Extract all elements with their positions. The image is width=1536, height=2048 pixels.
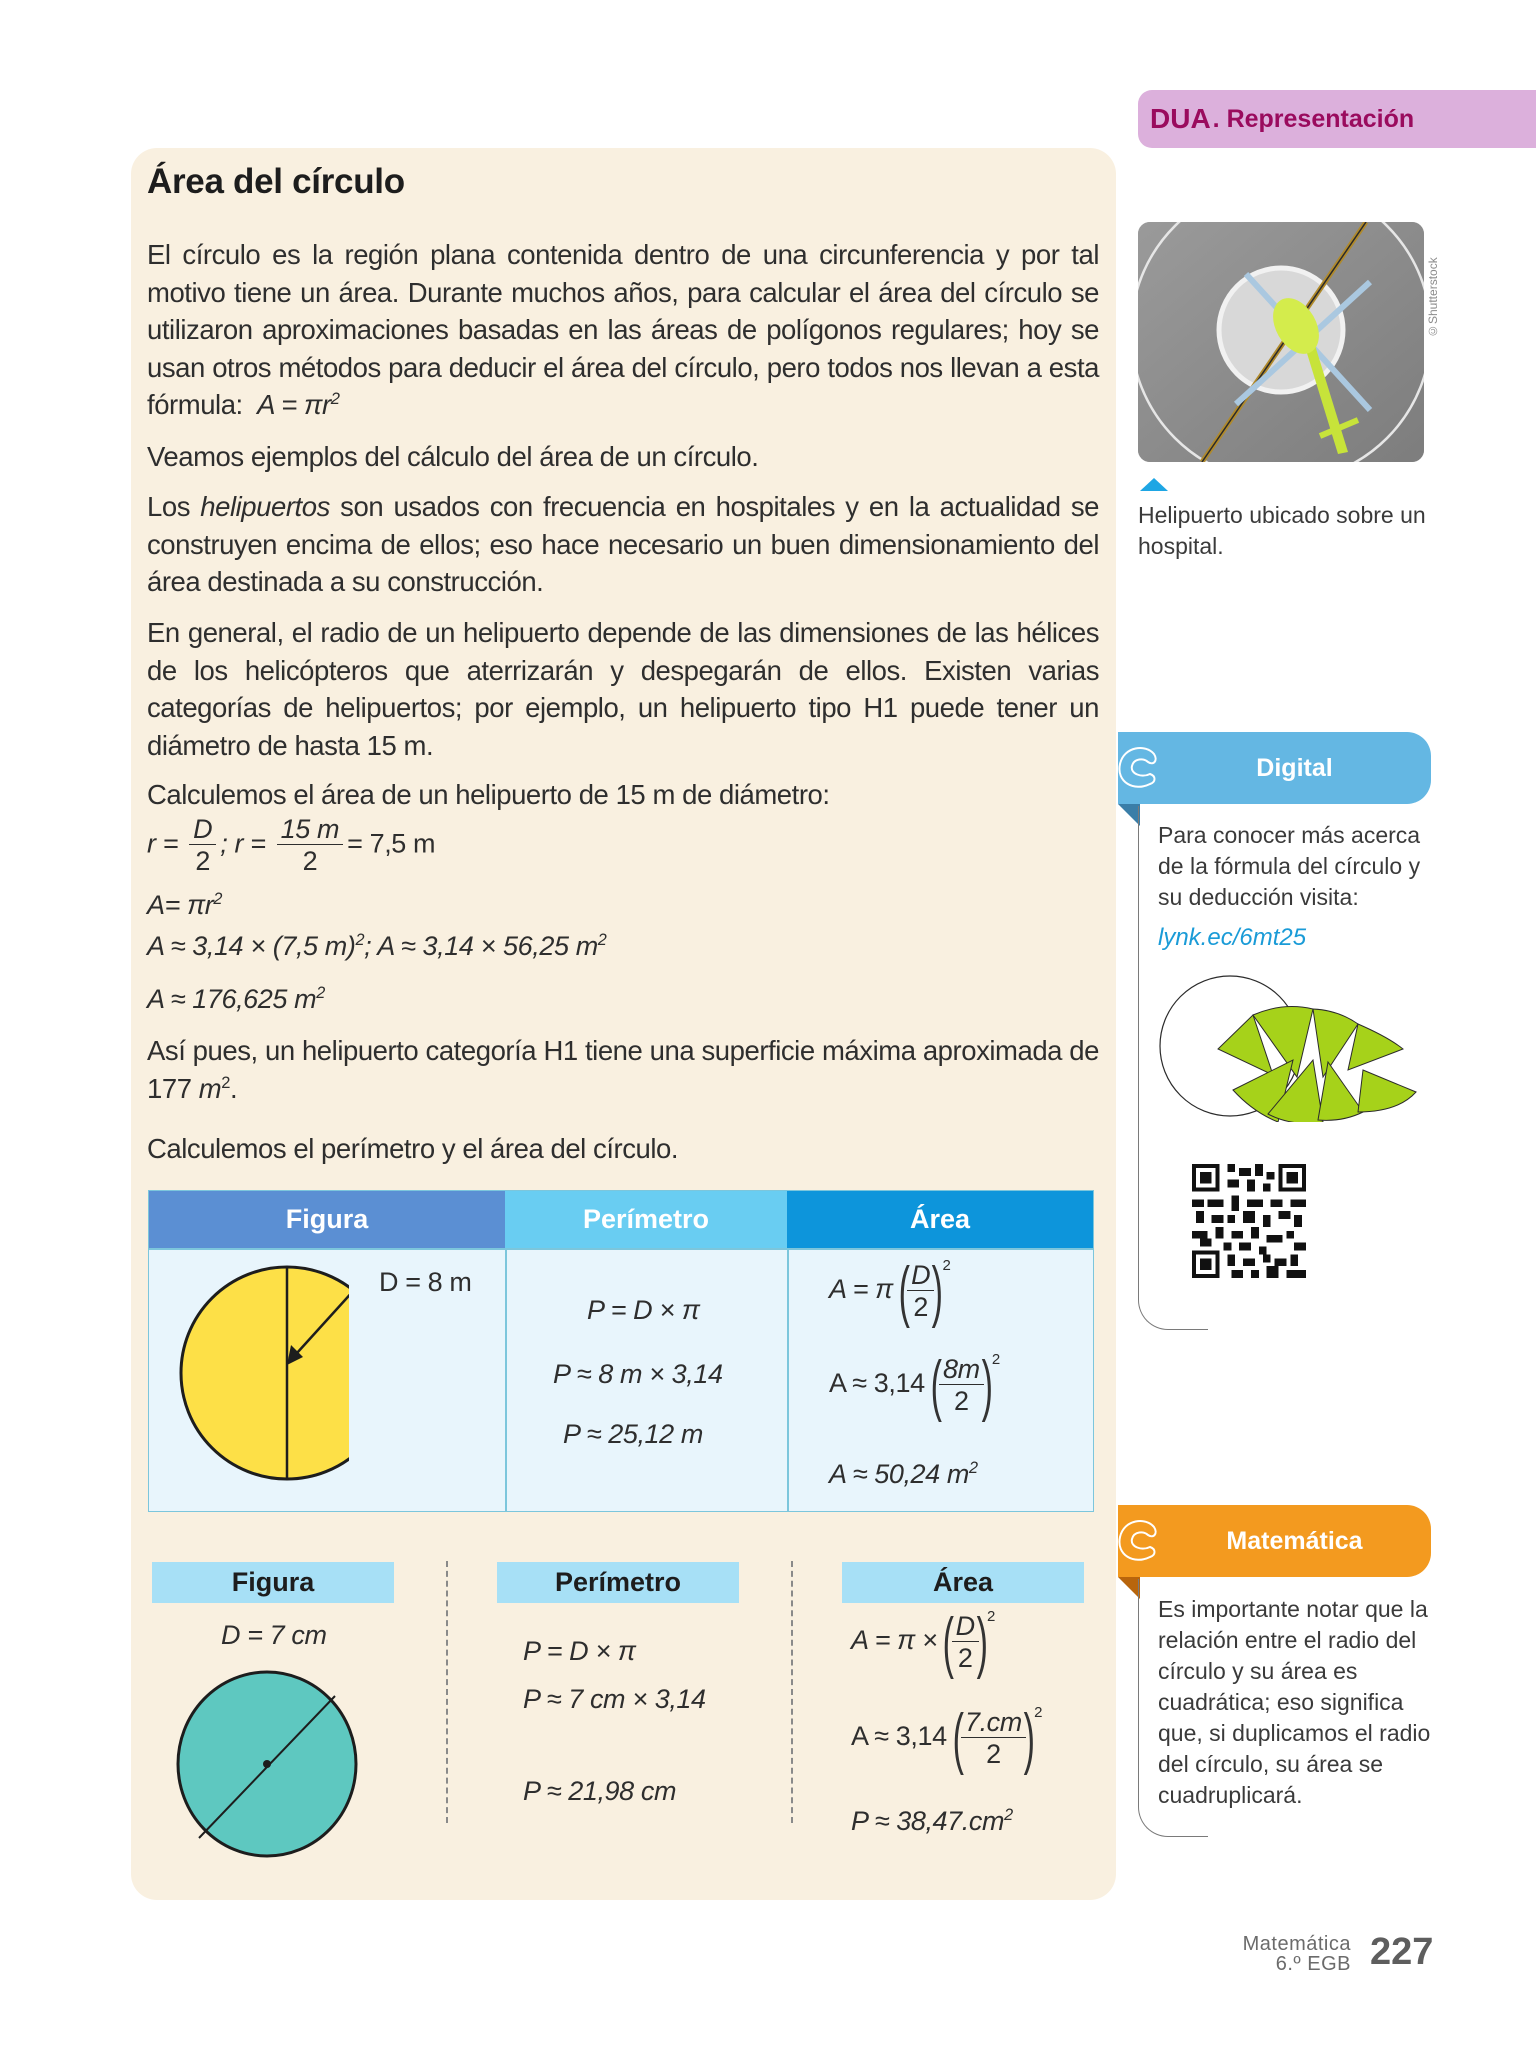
table2-header-perimetro: Perímetro [497,1562,739,1603]
helipad-photo [1138,222,1424,462]
subject-name: Matemática [1242,1933,1351,1955]
perimeter-formula: P = D × π [587,1295,700,1325]
photo-credit: ©Shutterstock [1426,257,1440,338]
dua-subtitle: . Representación [1212,104,1415,133]
center-point [263,1760,271,1768]
table1-header-figura: Figura [149,1191,505,1248]
matematica-c-icon [1112,1515,1164,1567]
page-title: Área del círculo [147,162,405,201]
area-substitution-line: A ≈ 3,14 × (7,5 m)$^2$; A ≈ 3,14 × 56,25 $m^2$ [147,931,607,961]
content-panel [131,148,1116,1900]
area-formula: A = π( $\frac{D}{2}$ )2 [829,1253,951,1329]
table1-header-perimetro: Perímetro [505,1191,787,1248]
examples-lead: Veamos ejemplos del cálculo del área de un círculo. [147,441,759,472]
table2-divider [791,1561,793,1823]
grade-level: 6.º EGB [1275,1953,1351,1975]
table2-header-area: Área [842,1562,1084,1603]
matematica-card-text: Es importante notar que la relación entre el radio del círculo y su área es cuadrática; eso significa que, si duplicamos el radio del círculo, su área se cuadruplicará. [1158,1596,1431,1808]
page-number: 227 [1370,1931,1434,1973]
perimeter-result: P ≈ 25,12 m [563,1419,703,1449]
fraction-15m-over-2: $\frac{15 m}{2}$ [277,814,343,877]
yellow-circle [181,1267,349,1479]
tag-fold [1118,804,1140,826]
area-formula-line: $A= \pi r^2$ [147,890,222,920]
circle-sectors-illustration [1158,972,1430,1122]
example-table-8m [148,1190,1094,1512]
sector [1358,1070,1416,1112]
helipuertos-paragraph: Los helipuertos son usados con frecuencia en hospitales y en la actualidad se construyen encima de ellos; eso hace necesario un buen dimensionamiento del área destinada a su construcción. [147,491,1099,597]
perimeter-substitution-7cm: P ≈ 7 cm × 3,14 [523,1684,706,1714]
digital-tag: Digital [1118,732,1431,804]
diameter-label: D = 8 m [379,1267,472,1297]
helipuertos-term: helipuertos [200,491,330,522]
calc-lead: Calculemos el área de un helipuerto de 15 m de diámetro: [147,779,830,810]
area-result-line: A ≈ 176,625 $m^2$ [147,984,325,1014]
area-substitution: A ≈ 3,14( $\frac{8m}{2}$ )2 [829,1347,1000,1423]
table1-header-divider [149,1248,1093,1250]
fraction-d-over-2: $\frac{D}{2}$ [189,814,216,877]
helipad-image [1138,222,1424,462]
helipuertos-radius-paragraph: En general, el radio de un helipuerto depende de las dimensiones de las hélices de los helicópteros que aterrizarán y despegarán de ellos. Existen varias categorías de helipuertos; por ejemplo, un helipuerto tipo H1 puede tener un diámetro de hasta 15 m. [147,617,1099,761]
table2-header-figura: Figura [152,1562,394,1603]
conclusion-paragraph: Así pues, un helipuerto categoría H1 tiene una superficie máxima aproximada de 177 $m^2$. [147,1035,1099,1104]
digital-card-text: Para conocer más acerca de la fórmula del círculo y su deducción visita: [1158,822,1421,910]
radius-formula: r = $\frac{D}{2}$ ; r = $\frac{15 m}{2}$ = 7,5 m [147,814,436,876]
perimeter-substitution: P ≈ 8 m × 3,14 [553,1359,723,1389]
intro-paragraph [147,236,1099,424]
qr-code-icon[interactable] [1192,1164,1306,1278]
dua-banner [1138,90,1536,148]
perimeter-result-7cm: P ≈ 21,98 cm [523,1776,677,1806]
matematica-tag: Matemática [1118,1505,1431,1577]
dua-label: DUA [1150,103,1211,134]
table1-col-divider [787,1248,789,1511]
footer-subject [1243,1934,1351,1974]
perimeter-lead: Calculemos el perímetro y el área del círculo. [147,1133,679,1164]
caption-pointer-icon [1140,478,1168,491]
table1-col-divider [505,1248,507,1511]
area-result: A ≈ 50,24 $m^2$ [829,1459,978,1489]
area-result-7cm: $P \approx 38,47.cm^2$ [851,1806,1013,1836]
table2-divider [446,1561,448,1823]
intro-formula: $A = \pi r^2$ [257,389,340,420]
tag-fold [1118,1577,1140,1599]
digital-c-icon [1112,742,1164,794]
teal-circle-figure [175,1668,361,1862]
sector [1348,1024,1403,1070]
table1-header-area: Área [787,1191,1093,1248]
intro-text: El círculo es la región plana contenida dentro de una circunferencia y por tal motivo tiene un área. Durante muchos años, para calcular el área del círculo se utilizaron aproximaciones basadas en las áreas de polígonos regulares; hoy se usan otros métodos para deducir el área del círculo, pero todos nos llevan a esta fórmula: [147,239,1099,420]
diameter-label-7cm: D = 7 cm [221,1620,327,1650]
photo-caption: Helipuerto ubicado sobre un hospital. [1138,502,1426,559]
area-substitution-7cm: A ≈ 3,14( $\frac{7.cm}{2}$ )2 [851,1700,1043,1776]
digital-link[interactable]: lynk.ec/6mt25 [1158,924,1307,951]
yellow-circle-figure [179,1261,349,1486]
perimeter-formula-7cm: P = D × π [523,1636,636,1666]
area-formula-7cm: A = π ×( $\frac{D}{2}$ )2 [851,1604,995,1680]
